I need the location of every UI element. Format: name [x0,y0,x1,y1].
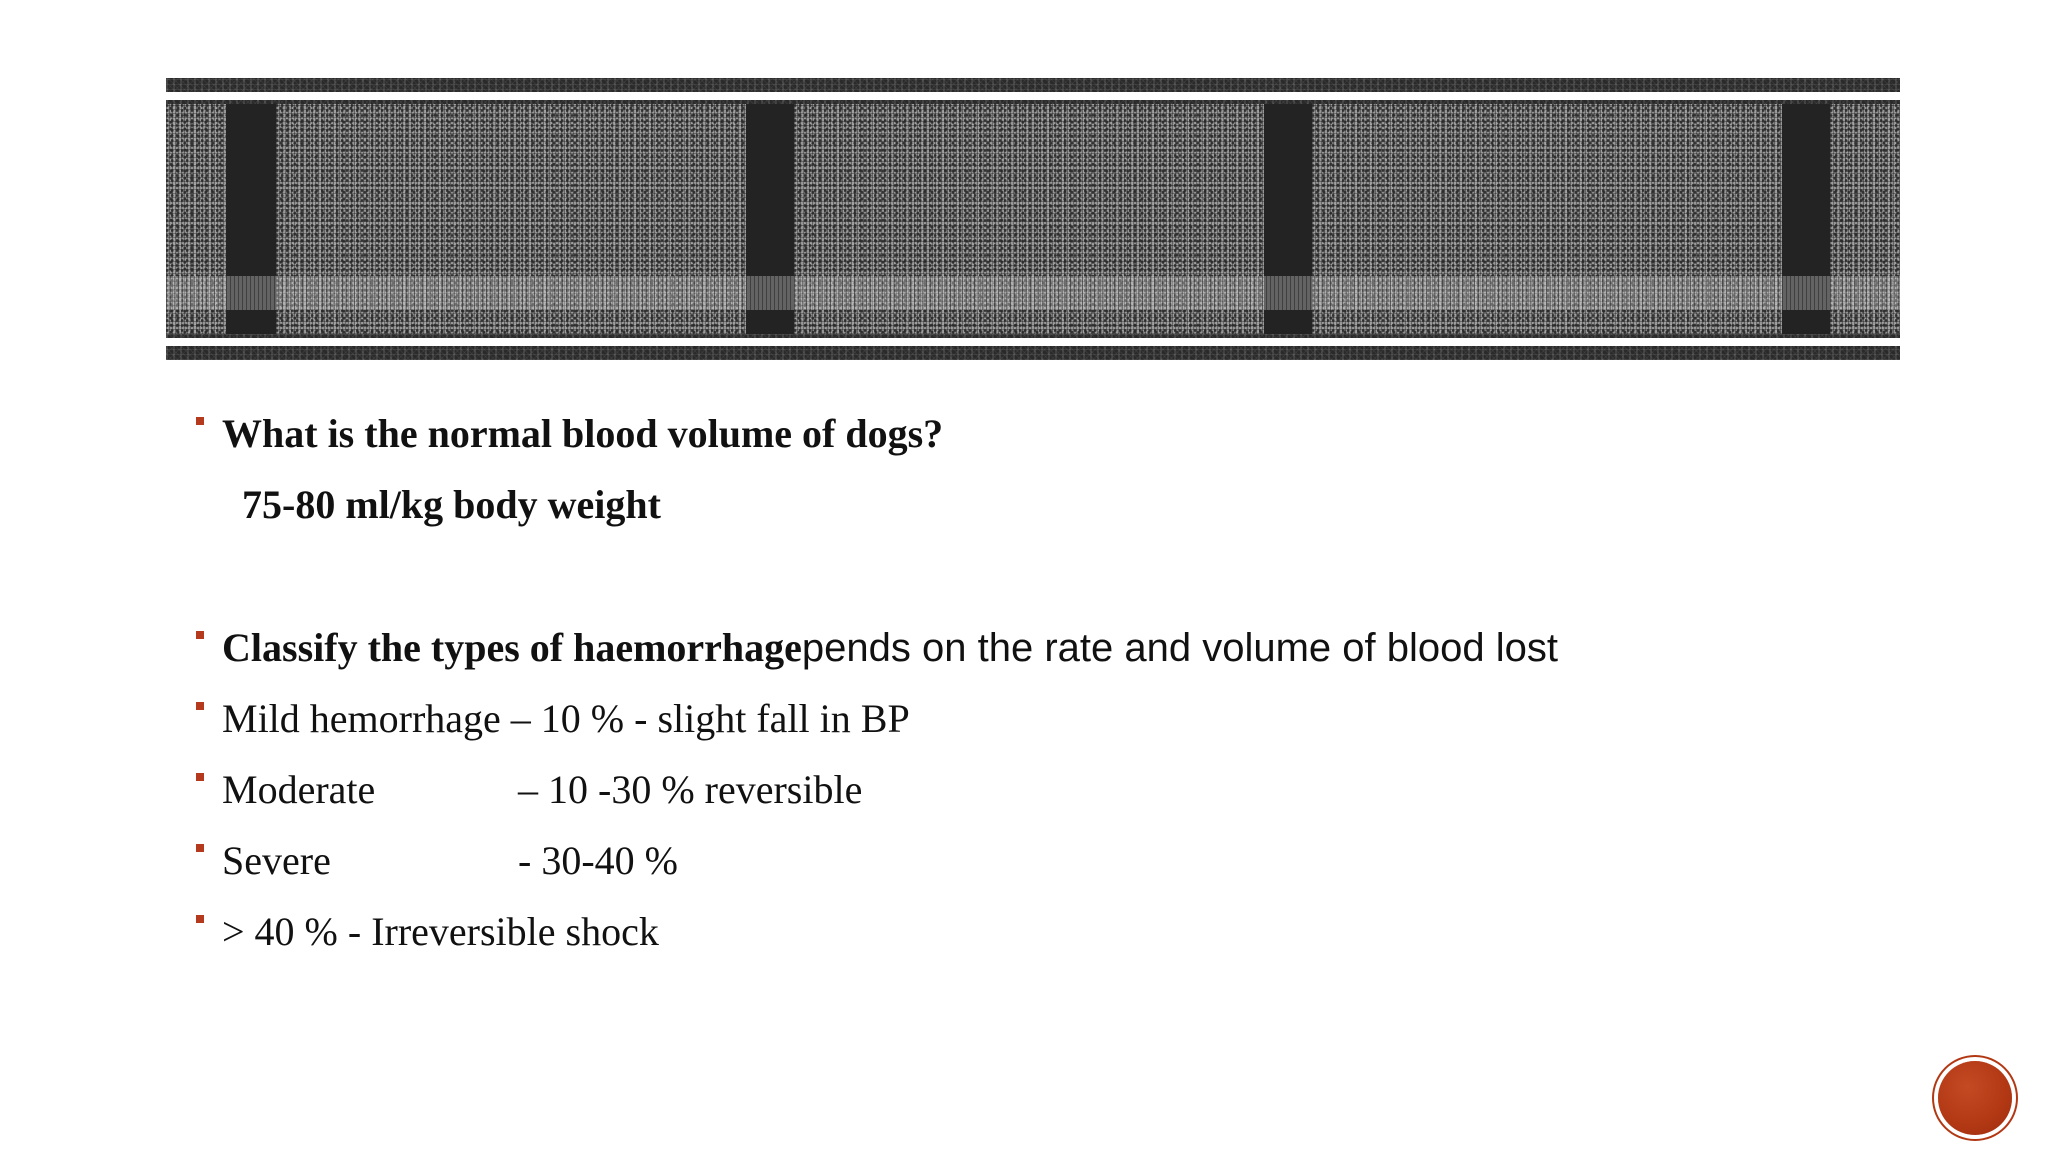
irreversible-text: > 40 % - Irreversible shock [222,909,659,954]
bullet-marker [196,915,204,923]
moderate-label: Moderate [222,767,376,812]
bullet-moderate [196,754,1896,825]
spacer [196,540,1896,612]
severe-value: - 30-40 % [518,838,678,883]
bullet-classify [196,612,1896,683]
bullet-marker [196,773,204,781]
classify-normal-text: pends on the rate and volume of blood lost [801,626,1558,670]
moderate-value: – 10 -30 % reversible [518,767,863,812]
bullet-marker [196,844,204,852]
severe-label: Severe [222,838,331,883]
bullet-marker [196,631,204,639]
banner-light-strip [166,276,1900,310]
bullet-question [196,398,1896,469]
bullet-marker [196,702,204,710]
mild-text: Mild hemorrhage – 10 % - slight fall in BP [222,696,910,741]
bullet-severe [196,825,1896,896]
bullet-marker [196,417,204,425]
bullet-irreversible [196,896,1896,967]
header-banner [166,78,1900,360]
bullet-mild [196,683,1896,754]
banner-stripe-bottom [166,338,1900,346]
question-text: What is the normal blood volume of dogs? [222,411,944,456]
banner-stripe-top [166,92,1900,100]
next-slide-icon[interactable] [1938,1061,2012,1135]
answer-text: 75-80 ml/kg body weight [242,482,661,527]
answer-line [196,469,1896,540]
slide-content [196,398,1896,967]
classify-bold-text: Classify the types of haemorrhage [222,625,802,670]
